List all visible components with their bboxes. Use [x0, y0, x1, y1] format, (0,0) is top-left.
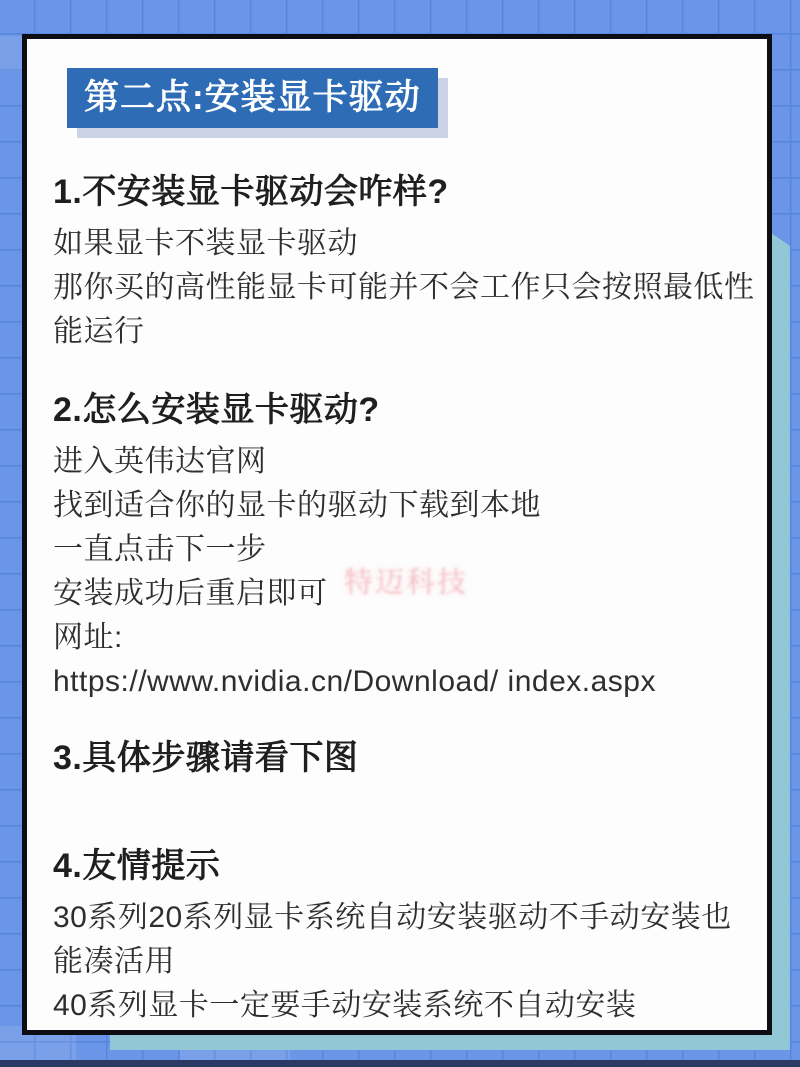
section-2-line: 一直点击下一步: [53, 533, 267, 566]
section-badge: 第二点:安装显卡驱动: [67, 68, 438, 128]
section-4-line: 40系列显卡一定要手动安装系统不自动安装: [53, 989, 637, 1022]
section-1-line: 能运行: [53, 315, 145, 348]
section-friendly-reminder: [53, 844, 745, 1028]
section-3-heading: 3.具体步骤请看下图: [53, 739, 359, 777]
section-4-line: 30系列20系列显卡系统自动安装驱动不手动安装也: [53, 901, 732, 934]
download-url: https://www.nvidia.cn/Download/ index.aspx: [53, 665, 656, 698]
section-2-line: 网址:: [53, 621, 123, 654]
section-1-line: 那你买的高性能显卡可能并不会工作只会按照最低性: [53, 271, 755, 304]
section-2-heading: 2.怎么安装显卡驱动?: [53, 391, 380, 429]
section-4-line: 能凑活用: [53, 945, 175, 978]
content-card: [22, 34, 772, 1035]
section-1-heading: 1.不安装显卡驱动会咋样?: [53, 173, 449, 211]
section-1-line: 如果显卡不装显卡驱动: [53, 227, 358, 260]
section-2-line: 进入英伟达官网: [53, 445, 267, 478]
section-2-line: 安装成功后重启即可: [53, 577, 328, 610]
section-see-steps-below: [53, 736, 745, 780]
watermark: 特迈科技: [344, 567, 469, 599]
section-what-if-no-driver: [53, 170, 755, 354]
section-how-to-install: [53, 388, 745, 704]
section-2-line: 找到适合你的显卡的驱动下载到本地: [53, 489, 541, 522]
section-4-heading: 4.友情提示: [53, 847, 221, 885]
bottom-bar: [0, 1060, 800, 1067]
